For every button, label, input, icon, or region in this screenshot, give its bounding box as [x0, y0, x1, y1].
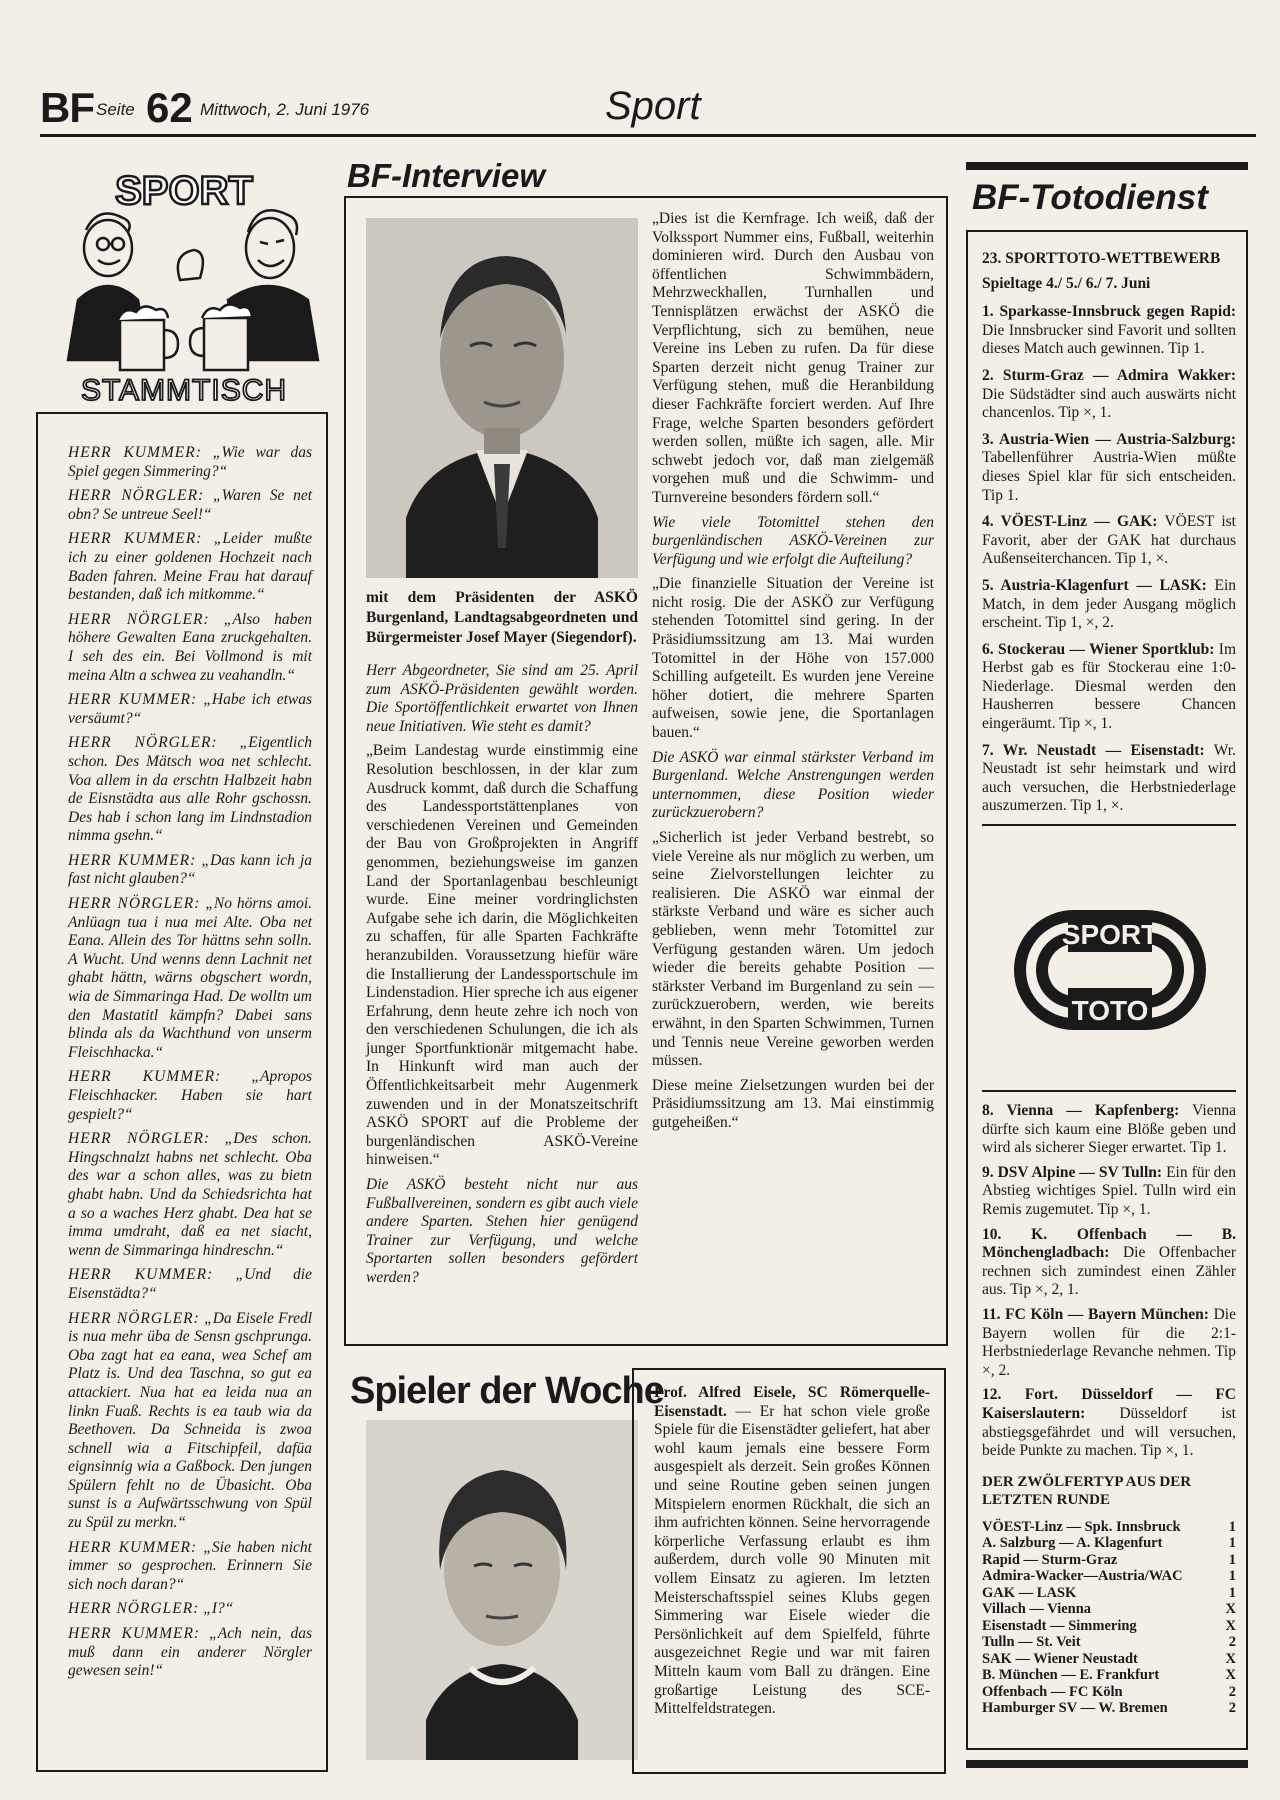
toto-tip: 7. Wr. Neustadt — Eisenstadt: Wr. Neustadt ist sehr heimstark und wird auch versuchen, die Herbstniederlage auszumerzen. Tip 1, ×. — [982, 741, 1236, 815]
results-table — [982, 1519, 1236, 1717]
toto-tip: 6. Stockerau — Wiener Sportklub: Im Herbst gab es für Stockerau eine 1:0-Niederlage. Diesmal werden den Hausherren bessere Chancen eingeräumt. Tip ×, 1. — [982, 640, 1237, 733]
dialogue-line: HERR KUMMER: „Ach nein, das muß dann ein anderer Nörgler gewesen sein!“ — [68, 1625, 312, 1680]
dialogue-line: HERR KUMMER: „Das kann ich ja fast nicht glauben?“ — [68, 851, 312, 888]
table-row: Offenbach — FC Köln 2 — [982, 1683, 1236, 1700]
toto-heading: 23. SPORTTOTO-WETTBEWERB — [982, 250, 1221, 267]
masthead-seite-label: Seite — [96, 100, 135, 119]
masthead-rule — [40, 134, 1256, 137]
table-row: Hamburger SV — W. Bremen 2 — [982, 1700, 1236, 1717]
dialogue-line: HERR KUMMER: „Sie haben nicht immer so gesprochen. Erinnern Sie sich noch daran?“ — [68, 1538, 312, 1593]
toto-tip: 3. Austria-Wien — Austria-Salzburg: Tabellenführer Austria-Wien müßte dieses Spiel klar für sich entscheiden. Tip 1. — [982, 430, 1236, 504]
toto-tip: 1. Sparkasse-Innsbruck gegen Rapid: Die Innsbrucker sind Favorit und sollten dieses Match auch gewinnen. Tip 1. — [982, 303, 1236, 358]
toto-tips-top — [982, 250, 1236, 826]
interview-question: Die ASKÖ war einmal stärkster Verband im Burgenland. Welche Anstrengungen werden unternommen, diese Position wieder zurückzuerobern? — [652, 748, 934, 822]
interview-answer: „Dies ist die Kernfrage. Ich weiß, daß der Volkssport Nummer eins, Fußball, weiterhin dominieren wird. Durch den Ausbau von öffentlichen Schwimmbädern, Mehrzweckhallen, Turnhallen und Tennisplätzen erwächst der ASKÖ die Verpflichtung, sich zu bemühen, neue Vereine ins Leben zu rufen. Da für diese Sparten derzeit nicht genug Trainer zur Verfügung stehen, muß die Heranbildung dieser Fachkräfte forciert werden. Auf Ihre Frage, welche Sparten besonders gefördert werden sollen, müßte ich sagen, alle. Mir schwebt jedoch vor, daß man zielgemäß vorgehen muß und die Schwimm- und Turnvereine besonders fördern soll.“ — [652, 210, 934, 506]
toto-tip: 9. DSV Alpine — SV Tulln: Ein für den Abstieg wichtiges Spiel. Tulln wird ein Remis zugemutet. Tip ×, 1. — [982, 1163, 1237, 1218]
table-row: Rapid — Sturm-Graz 1 — [982, 1551, 1236, 1568]
dialogue-line: HERR KUMMER: „Und die Eisenstädta?“ — [68, 1266, 312, 1302]
toto-title: BF-Totodienst — [972, 178, 1208, 217]
dialogue-line: HERR NÖRGLER: „Eigentlich schon. Des Mätsch woa net schlecht. Voa allem in da erschtn Halbzeit habn de Eisnstädta aus alle Rohr gschossn. Des hab i schon lang im Lindnstadion nimma gsehn.“ — [68, 734, 312, 845]
masthead-logo: BF — [40, 84, 94, 131]
masthead-date: Mittwoch, 2. Juni 1976 — [200, 100, 370, 119]
masthead-page-number: 62 — [146, 84, 193, 131]
toto-logo-bottom: TOTO — [1071, 995, 1149, 1026]
toto-tip: 12. Fort. Düsseldorf — FC Kaiserslautern: Düsseldorf ist abstiegsgefährdet und will versuchen, beide Punkte zu machen. Tip ×, 1. — [982, 1386, 1236, 1460]
interview-answer: Diese meine Zielsetzungen wurden bei der Präsidiumssitzung am 13. Mai einstimmig gutgeheißen.“ — [652, 1076, 934, 1131]
table-row: B. München — E. Frankfurt X — [982, 1667, 1236, 1684]
dialogue-line: HERR NÖRGLER: „Also haben höhere Gewalten Eana zruckgehalten. I seh des ein. Bei Vollmond is mit meina Altn a schwea zu veahandln.“ — [68, 610, 312, 684]
interview-portrait-photo — [366, 218, 638, 578]
interview-column-2 — [366, 588, 638, 1294]
table-row: Tulln — St. Veit 2 — [982, 1634, 1236, 1651]
stammtisch-cartoon — [38, 160, 330, 405]
dialogue-line: HERR NÖRGLER: „No hörns amoi. Anlüagn tua i nua mei Alte. Oba net Eana. Allein des Tor hättns sehn solln. A Wucht. Und wenns denn Lachnit net ghabt hättn, wärns obgschert wordn, wia de Simmaringa Had. De wolltn um den Mastatitl kämpfn? Dabei sans blinda als da Wachthund von unserm Fleischhacka.“ — [68, 895, 312, 1061]
table-row: SAK — Wiener Neustadt X — [982, 1650, 1236, 1667]
table-row: A. Salzburg — A. Klagenfurt 1 — [982, 1535, 1236, 1552]
interview-answer: „Sicherlich ist jeder Verband bestrebt, so viele Vereine als nur möglich zu werben, um seine Zielvorstellungen leichter zu realisieren. Die ASKÖ war einmal der stärkste Verband und wäre es sicher auch geblieben, wenn mehr Totomittel zur Verfügung gestanden wären. Um jedoch wieder die bereits gehabte Position — stärkster Verband im Burgenland zu sein — zurückzuerobern, werden, wie bereits erwähnt, in den Sparten Schwimmen, Turnen und Tennis neue Vereine geworben werden müssen. — [652, 829, 934, 1070]
interview-column-3 — [652, 210, 934, 1139]
dialogue-line: HERR NÖRGLER: „Waren Se net obn? Se untreue Seel!“ — [68, 487, 313, 523]
toto-top-rule — [966, 162, 1248, 170]
spieler-body: — Er hat schon viele große Spiele für die Eisenstädter geliefert, hat aber wohl kaum jemals eine bessere Form ausgespielt als derzeit. Sein großes Können und seine Routine geben seinen jungen Mitspielern enormen Rückhalt, die sich an ihm aufrichten können. Seine hervorragende körperliche Verfassung erlaubt es ihm außerdem, durch volle 90 Minuten mit vollem Einsatz zu agieren. Im letzten Meisterschaftsspiel seines Klubs gegen Simmering war Eisele wieder die Persönlichkeit auf dem Spielfeld, führte ausgezeichnet Regie und war mit fairen Mitteln kaum vom Ball zu drängen. Eine großartige Leistung des SCE-Mittelfeldstrategen. — [654, 1402, 931, 1718]
interview-answer: „Beim Landestag wurde einstimmig eine Resolution beschlossen, in der klar zum Ausdruck kommt, daß durch die Schaffung des Landessportstättenplanes von verschiedenen Vereinen und Gemeinden der Bau von Großprojekten in Angriff genommen, beziehungsweise im ganzen Land der Sportanlagenbau beschleunigt wurde. Eine meiner vordringlichsten Aufgabe sehe ich darin, die Möglichkeiten zu schaffen, für alle Sparten Fachkräfte heranzubilden. Voraussetzung hiefür wäre die Installierung der Landessportschule im Lindenstadion. Hier spreche ich aus eigener Erfahrung, denn heute zehre ich noch von den verschiedenen Schulungen, die ich als junger Sportfunktionär mitgemacht habe. In Hinkunft wird man auch der Öffentlichkeitsarbeit mehr Augenmerk zuwenden und in der Monatszeitschrift ASKÖ SPORT auf die Probleme der burgenländischen ASKÖ-Vereine hinweisen.“ — [366, 742, 639, 1169]
toto-bottom-rule — [966, 1760, 1248, 1768]
interview-answer: „Die finanzielle Situation der Vereine ist nicht rosig. Die der ASKÖ zur Verfügung stehenden Totomittel sind gering. In der Präsidiumssitzung am 13. Mai wurden Totomittel in der Höhe von 157.000 Schilling aufgeteilt. Es wurden jene Vereine höher dotiert, die mehrere Sparten aufweisen, sowie jene, die Sportanlagen bauen.“ — [652, 575, 934, 742]
interview-question: Wie viele Totomittel stehen den burgenländischen ASKÖ-Vereinen zur Verfügung und wie erfolgt die Aufteilung? — [652, 513, 934, 568]
table-row: VÖEST-Linz — Spk. Innsbruck 1 — [982, 1518, 1236, 1535]
toto-logo-top: SPORT — [1061, 919, 1159, 950]
table-row: Eisenstadt — Simmering X — [982, 1617, 1236, 1634]
toto-spieltage: Spieltage 4./ 5./ 6./ 7. Juni — [982, 274, 1151, 292]
stammtisch-logo-bottom: STAMMTISCH — [80, 374, 288, 405]
dialogue-line: HERR NÖRGLER: „Da Eisele Fredl is nua mehr üba de Sensn gschprunga. Oba zagt hat ea eana, wea Schef am Platz is. Und dea Taschna, so gut ea attackiert. Nua hat ea leida nua an linkn Fuaß. Rechts is ea taub wia da Beethoven. Da Schneida is zwoa schnell wia a Fitschipfeil, dafüa eignsinnig wia a Gaßbock. Den jungen Spülern fehlt no de Übasicht. Oba sunst is a Aufwärtsschwung von Spül zu Spül zu merkn.“ — [68, 1309, 312, 1532]
toto-tip: 2. Sturm-Graz — Admira Wakker: Die Südstädter sind auch auswärts nicht chancenlos. Tip ×, 1. — [982, 366, 1236, 422]
sport-toto-logo — [1010, 906, 1210, 1034]
interview-title: BF-Interview — [347, 157, 546, 194]
dialogue-line: HERR KUMMER: „Wie war das Spiel gegen Simmering?“ — [68, 444, 312, 480]
masthead-section: Sport — [605, 84, 701, 128]
table-row: GAK — LASK 1 — [982, 1584, 1236, 1601]
dialogue-line: HERR KUMMER: „Apropos Fleischhacker. Haben sie hart gespielt?“ — [68, 1068, 312, 1123]
masthead — [40, 84, 1256, 140]
table-row: Villach — Vienna X — [982, 1601, 1236, 1618]
toto-divider — [982, 824, 1236, 826]
spieler-title: Spieler der Woche — [350, 1370, 664, 1412]
stammtisch-logo-top: SPORT — [115, 169, 253, 213]
spieler-text-box — [632, 1368, 946, 1774]
toto-tips-bottom — [982, 1090, 1236, 1717]
toto-tip: 11. FC Köln — Bayern München: Die Bayern wollen für die 2:1-Herbstniederlage Revanche nehmen. Tip ×, 2. — [982, 1305, 1236, 1379]
dialogue-line: HERR NÖRGLER: „I?“ — [68, 1600, 234, 1618]
toto-tip: 8. Vienna — Kapfenberg: Vienna dürfte sich kaum eine Blöße geben und wird als sicherer Sieger erwartet. Tip 1. — [982, 1102, 1236, 1157]
toto-tip: 4. VÖEST-Linz — GAK: VÖEST ist Favorit, aber der GAK hat durchaus Außenseiterchancen. Tip 1, ×. — [982, 513, 1236, 568]
interview-question: Die ASKÖ besteht nicht nur aus Fußballvereinen, sondern es gibt auch viele andere Sparten. Stehen hier genügend Trainer zur Verfügung, und welche Sportarten sollen besonders gefördert werden? — [366, 1176, 638, 1286]
table-row: Admira-Wacker—Austria/WAC 1 — [982, 1568, 1236, 1585]
stammtisch-dialogue — [36, 412, 328, 1772]
interview-question: Herr Abgeordneter, Sie sind am 25. April zum ASKÖ-Präsidenten gewählt worden. Die Sportöffentlichkeit erwartet von Ihnen neue Initiativen. Wie steht es damit? — [366, 662, 638, 735]
results-heading: DER ZWÖLFERTYP AUS DER LETZTEN RUNDE — [982, 1473, 1192, 1508]
dialogue-line: HERR NÖRGLER: „Des schon. Hingschnalzt habns net schlecht. Oba des war a schon alles, was zu bietn ghabt habn. Und da Schiedsrichta hat a so a waches Herz ghabt. Dea hat se imma umdraht, daß ea net siacht, wenn de Simmaringa hindreschn.“ — [68, 1130, 313, 1259]
dialogue-line: HERR KUMMER: „Leider mußte ich zu einer goldenen Hochzeit nach Baden fahren. Meine Frau hat darauf bestanden, daß ich mitkomme.“ — [68, 530, 312, 604]
interview-caption: mit dem Präsidenten der ASKÖ Burgenland, Landtagsabgeordneten und Bürgermeister Josef Mayer (Siegendorf). — [366, 589, 638, 646]
toto-tip: 5. Austria-Klagenfurt — LASK: Ein Match, in dem jeder Ausgang möglich erscheint. Tip 1, ×, 2. — [982, 576, 1237, 632]
toto-divider — [982, 1090, 1236, 1092]
toto-tip: 10. K. Offenbach — B. Mönchengladbach: Die Offenbacher rechnen sich zumindest einen Zähler aus. Tip ×, 2, 1. — [982, 1225, 1237, 1299]
dialogue-line: HERR KUMMER: „Habe ich etwas versäumt?“ — [68, 691, 312, 727]
spieler-portrait-photo — [366, 1420, 638, 1760]
spieler-lead: Prof. Alfred Eisele, SC Römerquelle-Eisenstadt. — [654, 1384, 930, 1420]
